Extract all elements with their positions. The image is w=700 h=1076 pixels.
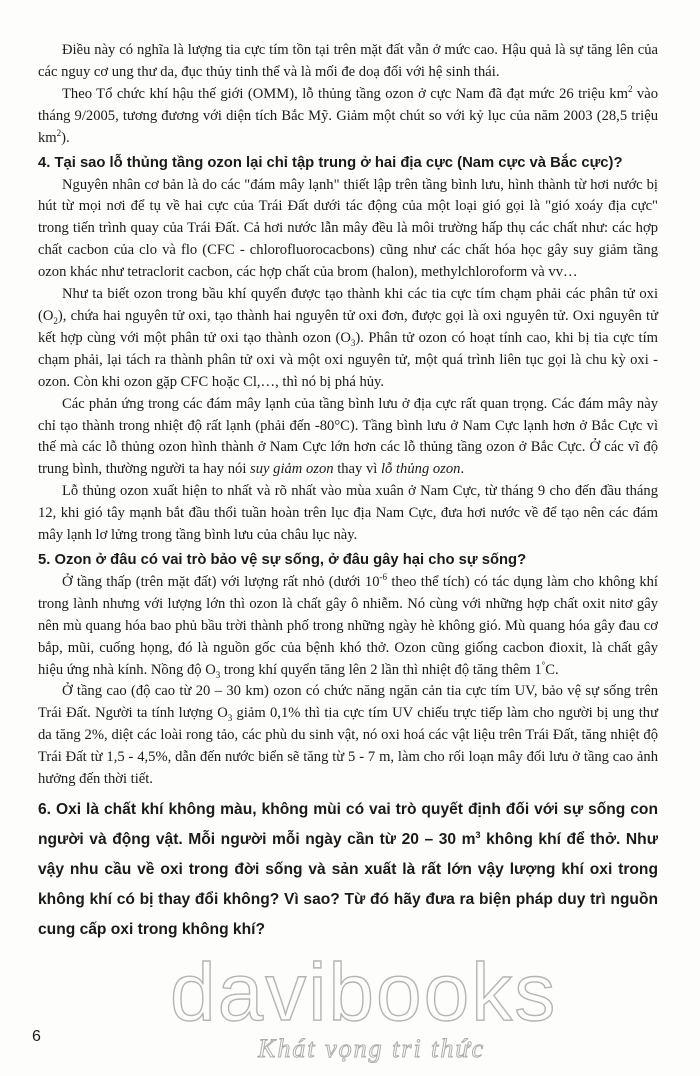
paragraph: Theo Tổ chức khí hậu thế giới (OMM), lỗ thủng tầng ozon ở cực Nam đã đạt mức 26 triệu $km^2$ vào tháng 9/2005, tương đương với diện tích Bắc Mỹ. Giảm một chút so với kỷ lục của năm 2003 (28,5 triệu $km^2$).: [38, 83, 658, 146]
page-content: [38, 40, 658, 946]
watermark-logo: davibooks: [170, 947, 558, 1038]
paragraph: Ở tầng cao (độ cao từ 20 – 30 km) ozon có chức năng ngăn cản tia cực tím UV, bảo vệ sự sống trên Trái Đất. Người ta tính lượng $O_3$ giảm 0,1% thì tia cực tím UV chiếu trực tiếp làm cho người bị ung thư da tăng 2%, diệt các loài rong tảo, các phù du sinh vật, nó oxi hoá các vật liệu trên Trái Đất, tăng nhiệt độ Trái Đất từ 1,5 - 4,5%, dẫn đến nước biển sẽ tăng từ 5 - 7 m, làm cho rối loạn mây đối lưu ở tầng cao ảnh hưởng đến thời tiết.: [38, 683, 658, 788]
paragraph: Nguyên nhân cơ bản là do các "đám mây lạnh" thiết lập trên tầng bình lưu, hình thành từ hơi nước bị hút từ mọi nơi để tụ về hai cực của Trái Đất dưới tác động của một loại gió gọi là "gió xoáy địa cực" trong tiến trình quay của Trái Đất. Cả hơi nước lẫn mây đều là môi trường hấp thụ các chất như: các hợp chất cacbon của clo và flo (CFC - chlorofluorocacbons) cũng như các chất hóa học gây suy giảm tầng ozon khác như tetraclorit cacbon, các hợp chất của brom (halon), methylchloroform và vv…: [38, 176, 658, 281]
question-5-heading: 5. Ozon ở đâu có vai trò bảo vệ sự sống, ở đâu gây hại cho sự sống?: [38, 551, 527, 568]
question-4-heading: 4. Tại sao lỗ thủng tầng ozon lại chỉ tập trung ở hai địa cực (Nam cực và Bắc cực)?: [38, 154, 623, 171]
paragraph: Điều này có nghĩa là lượng tia cực tím tồn tại trên mặt đất vẫn ở mức cao. Hậu quả là sự tăng lên của các nguy cơ ung thư da, đục thủy tinh thể và là mối đe doạ đối với hệ sinh thái.: [38, 42, 658, 80]
page-number: 6: [32, 1028, 41, 1045]
paragraph: Các phản ứng trong các đám mây lạnh của tầng bình lưu ở địa cực rất quan trọng. Các đám mây này chỉ tạo thành trong nhiệt độ rất lạnh (phải đến -80°C). Tầng bình lưu ở Nam Cực lạnh hơn ở Bắc Cực vì thế mà các lỗ thủng ozon hình thành ở Nam Cực lớn hơn các lỗ thủng tầng ozon ở Bắc Cực. Ở các vĩ độ trung bình, thường người ta hay nói suy giảm ozon thay vì lỗ thủng ozon.: [38, 395, 658, 478]
paragraph: Ở tầng thấp (trên mặt đất) với lượng rất nhỏ (dưới $10^{-6}$ theo thể tích) có tác dụng làm cho không khí trong lành nhưng với lượng lớn thì ozon là chất gây ô nhiễm. Nó cùng với những hợp chất oxit nitơ gây nên mù quang hóa bao phủ bầu trời thành phố trong những ngày hè không gió. Mù quang hóa gây đau cơ bắp, mũi, cuống họng, đó là nguồn gốc của bệnh khó thở. Ozon cũng giống cacbon đioxit, là chất gây hiệu ứng nhà kính. Nồng độ $O_3$ trong khí quyển tăng lên 2 lần thì nhiệt độ tăng thêm 1°C.: [38, 572, 658, 680]
watermark-tagline: Khát vọng tri thức: [258, 1034, 486, 1063]
paragraph: Như ta biết ozon trong bầu khí quyển được tạo thành khi các tia cực tím chạm phải các phân tử oxi $(O_2)$, chứa hai nguyên tử oxi, tạo thành hai nguyên tử oxi đơn, được gọi là oxi nguyên tử. Oxi nguyên tử kết hợp cùng với một phân tử oxi tạo thành ozon $(O_3)$. Phân tử ozon có hoạt tính cao, khi bị tia cực tím chạm phải, lại tách ra thành phân tử oxi và một oxi nguyên tử, một quá trình liên tục gọi là chu kỳ oxi - ozon. Còn khi ozon gặp CFC hoặc Cl,…, thì nó bị phá hủy.: [38, 286, 658, 390]
question-6-heading: 6. Oxi là chất khí không màu, không mùi có vai trò quyết định đối với sự sống con người và động vật. Mỗi người mỗi ngày cần từ 20 – 30 $m^3$ không khí để thở. Như vậy nhu cầu về oxi trong đời sống và sản xuất là rất lớn vậy lượng khí oxi trong không khí có bị thay đổi không? Vì sao? Từ đó hãy đưa ra biện pháp duy trì nguồn cung cấp oxi trong không khí?: [38, 801, 658, 938]
paragraph: Lỗ thủng ozon xuất hiện to nhất và rõ nhất vào mùa xuân ở Nam Cực, từ tháng 9 cho đến đầu tháng 12, khi gió tây mạnh bắt đầu thổi tuần hoàn trên lục địa Nam Cực, đưa hơi nước về để tạo nên các đám mây lạnh lơ lửng trong tầng bình lưu của châu lục này.: [38, 483, 658, 544]
